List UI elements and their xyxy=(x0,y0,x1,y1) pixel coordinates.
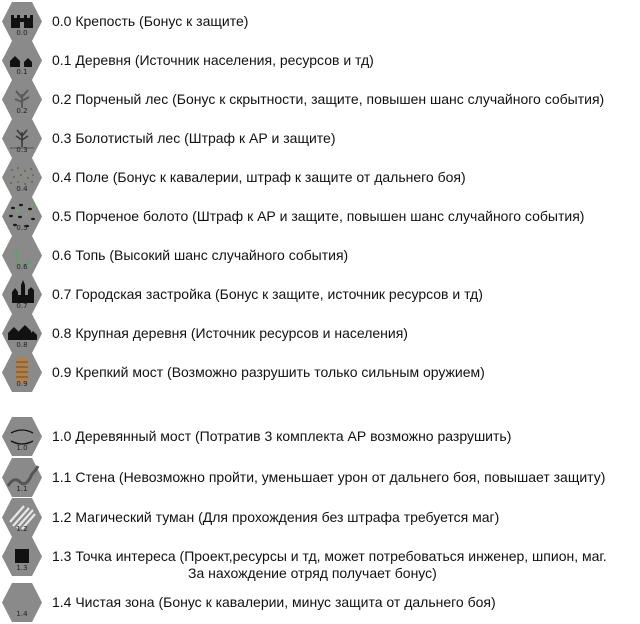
legend-label: 0.0 Крепость (Бонус к защите) xyxy=(52,13,249,29)
tile-code: 0.0 xyxy=(16,29,28,37)
village-icon xyxy=(2,41,42,80)
strong-bridge-icon xyxy=(2,353,42,392)
bog-icon xyxy=(2,236,42,275)
swampy-forest-icon xyxy=(2,119,42,158)
tile-code: 1.0 xyxy=(16,444,28,452)
legend-row xyxy=(0,158,640,197)
legend-label: 1.4 Чистая зона (Бонус к кавалерии, минус защита от дальнего боя) xyxy=(52,594,496,610)
legend-row xyxy=(0,498,640,537)
tile-code: 0.7 xyxy=(16,302,28,310)
tile-code: 0.6 xyxy=(16,263,28,271)
legend-label: 1.1 Стена (Невозможно пройти, уменьшает урон от дальнего боя, повышает защиту) xyxy=(52,469,606,485)
fortress-icon xyxy=(2,2,42,41)
legend-row xyxy=(0,583,640,622)
large-village-icon xyxy=(2,314,42,353)
legend-row xyxy=(0,197,640,236)
legend-label: 0.6 Топь (Высокий шанс случайного события) xyxy=(52,247,349,263)
tile-code: 0.8 xyxy=(16,341,28,349)
legend-label-continuation: За нахождение отряд получает бонус) xyxy=(188,565,437,581)
legend-label: 0.1 Деревня (Источник населения, ресурсов и тд) xyxy=(52,52,374,68)
tile-code: 0.5 xyxy=(16,224,28,232)
point-of-interest-icon xyxy=(2,537,42,576)
legend-label: 1.2 Магический туман (Для прохождения без штрафа требуется маг) xyxy=(52,509,500,525)
legend-row xyxy=(0,275,640,314)
corrupted-forest-icon xyxy=(2,80,42,119)
legend-label: 0.7 Городская застройка (Бонус к защите, источник ресурсов и тд) xyxy=(52,286,483,302)
tile-code: 0.9 xyxy=(16,380,28,388)
city-icon xyxy=(2,275,42,314)
field-icon xyxy=(2,158,42,197)
legend-label: 0.8 Крупная деревня (Источник ресурсов и населения) xyxy=(52,325,408,341)
legend-row xyxy=(0,2,640,41)
legend-row xyxy=(0,80,640,119)
legend-row xyxy=(0,353,640,392)
tile-code: 1.3 xyxy=(16,564,28,572)
tile-code: 1.4 xyxy=(16,610,28,618)
wooden-bridge-icon xyxy=(2,417,42,456)
legend-row xyxy=(0,417,640,456)
magic-fog-icon xyxy=(2,498,42,537)
wall-icon xyxy=(2,458,42,497)
legend-row xyxy=(0,458,640,497)
legend-label: 0.4 Поле (Бонус к кавалерии, штраф к защите от дальнего боя) xyxy=(52,169,466,185)
tile-code: 1.1 xyxy=(16,485,28,493)
tile-code: 0.4 xyxy=(16,185,28,193)
legend-label: 0.9 Крепкий мост (Возможно разрушить только сильным оружием) xyxy=(52,364,485,380)
legend-row xyxy=(0,537,640,583)
legend-label: 0.3 Болотистый лес (Штраф к АР и защите) xyxy=(52,130,336,146)
tile-code: 0.3 xyxy=(16,146,28,154)
tile-code: 0.2 xyxy=(16,107,28,115)
legend-row xyxy=(0,236,640,275)
legend-label: 0.2 Порченый лес (Бонус к скрытности, защите, повышен шанс случайного события) xyxy=(52,91,605,107)
legend-label: 1.3 Точка интереса (Проект,ресурсы и тд, может потребоваться инженер, шпион, маг. xyxy=(52,548,607,564)
legend-row xyxy=(0,41,640,80)
legend-label: 1.0 Деревянный мост (Потратив 3 комплекта АР возможно разрушить) xyxy=(52,428,512,444)
legend-row xyxy=(0,119,640,158)
corrupted-swamp-icon xyxy=(2,197,42,236)
legend-row xyxy=(0,314,640,353)
clear-zone-icon xyxy=(2,583,42,622)
tile-code: 0.1 xyxy=(16,68,28,76)
tile-code: 1.2 xyxy=(16,525,28,533)
legend-label: 0.5 Порченое болото (Штраф к АР и защите, повышен шанс случайного события) xyxy=(52,208,585,224)
